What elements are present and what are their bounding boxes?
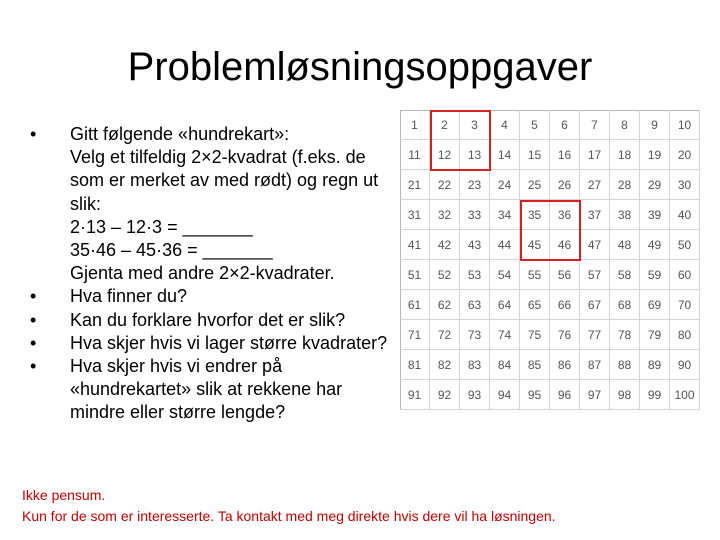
- hundred-chart-cell: 53: [460, 260, 490, 290]
- bullet-item: [30, 309, 402, 332]
- hundred-chart-cell: 58: [610, 260, 640, 290]
- hundred-chart-cell: 45: [520, 230, 550, 260]
- hundred-chart-cell: 13: [460, 140, 490, 170]
- bullet-item: [30, 355, 402, 378]
- hundred-chart-cell: 60: [670, 260, 700, 290]
- hundred-chart-cell: 86: [550, 350, 580, 380]
- bullet-item: [30, 285, 402, 308]
- hundred-chart-cell: 70: [670, 290, 700, 320]
- hundred-chart-cell: 54: [490, 260, 520, 290]
- hundred-chart-cell: 36: [550, 200, 580, 230]
- hundred-chart-cell: 46: [550, 230, 580, 260]
- hundred-chart-cell: 5: [520, 110, 550, 140]
- hundred-chart-cell: 93: [460, 380, 490, 410]
- hundred-chart-cell: 43: [460, 230, 490, 260]
- bullet-text: Hva finner du?: [70, 286, 188, 307]
- hundred-chart-cell: 39: [640, 200, 670, 230]
- hundred-chart-cell: 89: [640, 350, 670, 380]
- hundred-chart-cell: 35: [520, 200, 550, 230]
- hundred-chart-cell: 69: [640, 290, 670, 320]
- hundred-chart-cell: 23: [460, 170, 490, 200]
- hundred-chart-cell: 55: [520, 260, 550, 290]
- hundred-chart-cell: 51: [400, 260, 430, 290]
- hundred-chart-cell: 72: [430, 320, 460, 350]
- bullet-text: Velg et tilfeldig 2×2-kvadrat (f.eks. de: [70, 147, 366, 168]
- hundred-chart-cell: 24: [490, 170, 520, 200]
- hundred-chart-cell: 84: [490, 350, 520, 380]
- hundred-chart-cell: 87: [580, 350, 610, 380]
- hundred-chart-cell: 4: [490, 110, 520, 140]
- hundred-chart-cell: 85: [520, 350, 550, 380]
- hundred-chart-cell: 11: [400, 140, 430, 170]
- bullet-item: [30, 332, 402, 355]
- hundred-chart-cell: 19: [640, 140, 670, 170]
- hundred-chart-cell: 47: [580, 230, 610, 260]
- hundred-chart-cell: 40: [670, 200, 700, 230]
- bullet-text: slik:: [70, 193, 101, 214]
- hundred-chart-cell: 67: [580, 290, 610, 320]
- hundred-chart-cell: 6: [550, 110, 580, 140]
- bullet-continuation: [30, 216, 402, 239]
- footnote-line-1: Ikke pensum.: [22, 487, 106, 503]
- bullet-text: som er merket av med rødt) og regn ut: [70, 170, 379, 191]
- hundred-chart-cell: 94: [490, 380, 520, 410]
- hundred-chart-cell: 44: [490, 230, 520, 260]
- hundred-chart-cell: 73: [460, 320, 490, 350]
- bullet-text: Gjenta med andre 2×2-kvadrater.: [70, 263, 335, 284]
- hundred-chart-cell: 82: [430, 350, 460, 380]
- hundred-chart-cell: 83: [460, 350, 490, 380]
- hundred-chart-cell: 32: [430, 200, 460, 230]
- hundred-chart-cell: 33: [460, 200, 490, 230]
- hundred-chart-cell: 26: [550, 170, 580, 200]
- bullet-dot: •: [30, 124, 37, 144]
- bullet-continuation: [30, 262, 402, 285]
- hundred-chart: [400, 110, 700, 410]
- bullet-continuation: [30, 193, 402, 216]
- hundred-chart-cell: 81: [400, 350, 430, 380]
- hundred-chart-cell: 59: [640, 260, 670, 290]
- bullet-continuation: [30, 378, 402, 401]
- hundred-chart-cell: 20: [670, 140, 700, 170]
- bullet-dot: •: [30, 332, 37, 353]
- hundred-chart-cell: 57: [580, 260, 610, 290]
- hundred-chart-cell: 37: [580, 200, 610, 230]
- hundred-chart-cell: 96: [550, 380, 580, 410]
- bullet-text: mindre eller større lengde?: [70, 402, 286, 423]
- bullet-continuation: [30, 239, 402, 262]
- hundred-chart-cell: 90: [670, 350, 700, 380]
- hundred-chart-cell: 77: [580, 320, 610, 350]
- hundred-chart-cell: 28: [610, 170, 640, 200]
- hundred-chart-cell: 18: [610, 140, 640, 170]
- bullet-dot: •: [30, 356, 37, 377]
- hundred-chart-cell: 66: [550, 290, 580, 320]
- bullet-text: 35·46 – 45·36 = _______: [70, 240, 273, 261]
- hundred-chart-cell: 76: [550, 320, 580, 350]
- hundred-chart-cell: 22: [430, 170, 460, 200]
- hundred-chart-cell: 75: [520, 320, 550, 350]
- bullet-list: [30, 123, 402, 425]
- footnote-line-2: Kun for de som er interesserte. Ta kontakt med meg direkte hvis dere vil ha løsningen.: [22, 508, 556, 524]
- hundred-chart-cell: 8: [610, 110, 640, 140]
- hundred-chart-cell: 68: [610, 290, 640, 320]
- hundred-chart-cell: 74: [490, 320, 520, 350]
- hundred-chart-cell: 79: [640, 320, 670, 350]
- hundred-chart-cell: 56: [550, 260, 580, 290]
- bullet-continuation: [30, 401, 402, 424]
- footnote: [22, 485, 712, 527]
- hundred-chart-cell: 9: [640, 110, 670, 140]
- hundred-chart-cell: 78: [610, 320, 640, 350]
- hundred-chart-cell: 80: [670, 320, 700, 350]
- hundred-chart-cell: 99: [640, 380, 670, 410]
- hundred-chart-cell: 30: [670, 170, 700, 200]
- hundred-chart-cell: 92: [430, 380, 460, 410]
- hundred-chart-cell: 91: [400, 380, 430, 410]
- hundred-chart-cell: 34: [490, 200, 520, 230]
- hundred-chart-cell: 27: [580, 170, 610, 200]
- hundred-chart-cell: 63: [460, 290, 490, 320]
- bullet-continuation: [30, 169, 402, 192]
- hundred-chart-cell: 71: [400, 320, 430, 350]
- hundred-chart-cell: 17: [580, 140, 610, 170]
- hundred-chart-cell: 12: [430, 140, 460, 170]
- hundred-chart-cell: 50: [670, 230, 700, 260]
- hundred-chart-cell: 14: [490, 140, 520, 170]
- hundred-chart-cell: 49: [640, 230, 670, 260]
- hundred-chart-cell: 3: [460, 110, 490, 140]
- hundred-chart-cell: 64: [490, 290, 520, 320]
- hundred-chart-cell: 16: [550, 140, 580, 170]
- hundred-chart-cell: 48: [610, 230, 640, 260]
- bullet-continuation: [30, 146, 402, 169]
- hundred-chart-cell: 31: [400, 200, 430, 230]
- slide-title: Problemløsningsoppgaver: [127, 45, 593, 89]
- hundred-chart-cell: 42: [430, 230, 460, 260]
- bullet-dot: •: [30, 309, 37, 330]
- hundred-chart-cell: 29: [640, 170, 670, 200]
- hundred-chart-cell: 38: [610, 200, 640, 230]
- hundred-chart-cell: 98: [610, 380, 640, 410]
- hundred-chart-cell: 41: [400, 230, 430, 260]
- bullet-text: Hva skjer hvis vi endrer på: [70, 356, 283, 377]
- bullet-text: 2·13 – 12·3 = _______: [70, 216, 253, 237]
- hundred-chart-cell: 10: [670, 110, 700, 140]
- hundred-chart-cell: 1: [400, 110, 430, 140]
- hundred-chart-cell: 52: [430, 260, 460, 290]
- hundred-chart-cell: 62: [430, 290, 460, 320]
- hundred-chart-cell: 25: [520, 170, 550, 200]
- hundred-chart-cell: 97: [580, 380, 610, 410]
- bullet-item: [30, 123, 402, 146]
- hundred-chart-cell: 7: [580, 110, 610, 140]
- bullet-text: Kan du forklare hvorfor det er slik?: [70, 309, 346, 330]
- hundred-chart-cell: 88: [610, 350, 640, 380]
- hundred-chart-cell: 100: [670, 380, 700, 410]
- bullet-text: Hva skjer hvis vi lager større kvadrater?: [70, 332, 388, 353]
- bullet-dot: •: [30, 286, 37, 307]
- hundred-chart-cell: 65: [520, 290, 550, 320]
- bullet-text: «hundrekartet» slik at rekkene har: [70, 379, 343, 400]
- hundred-chart-cell: 95: [520, 380, 550, 410]
- hundred-chart-cell: 2: [430, 110, 460, 140]
- hundred-chart-cell: 21: [400, 170, 430, 200]
- hundred-chart-cell: 15: [520, 140, 550, 170]
- bullet-text: Gitt følgende «hundrekart»:: [70, 124, 290, 144]
- hundred-chart-cell: 61: [400, 290, 430, 320]
